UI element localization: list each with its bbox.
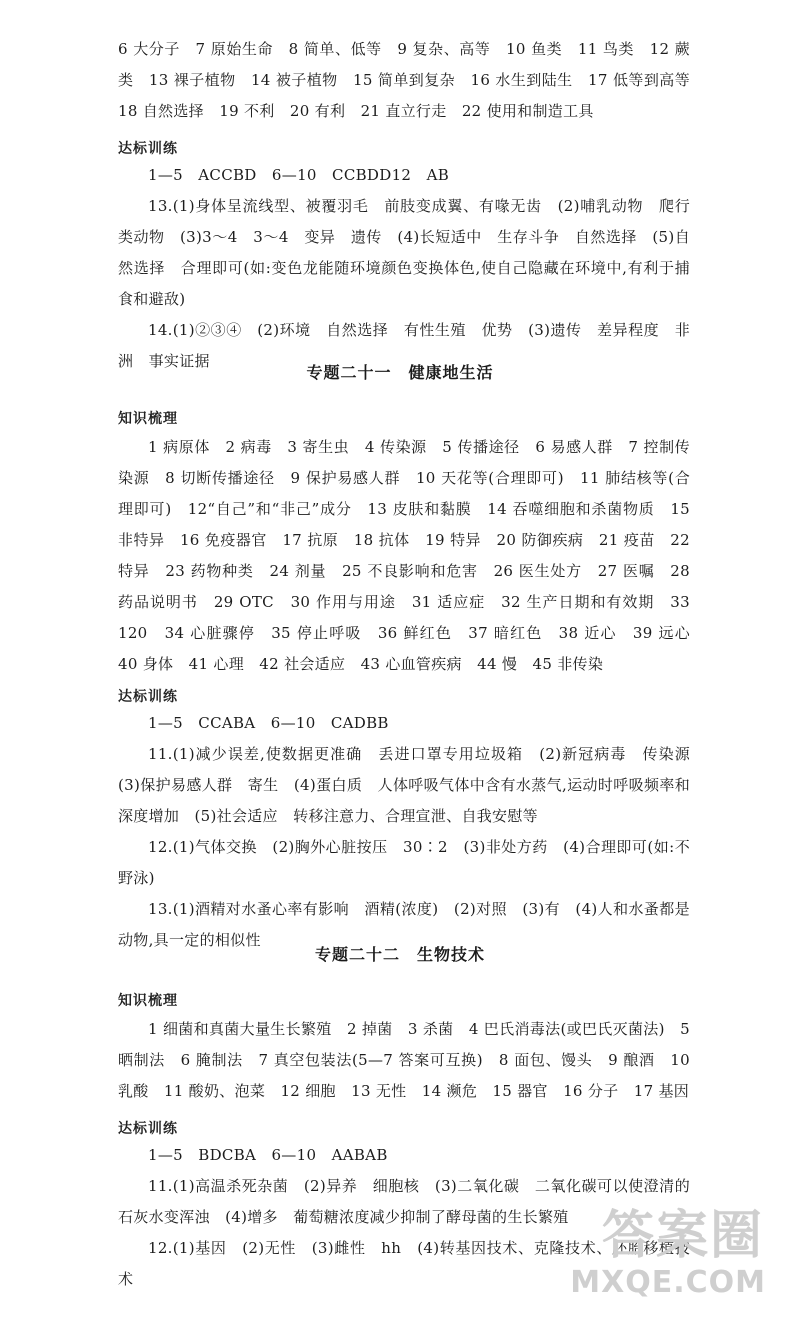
watermark-site-text: MXQE.COM	[570, 1265, 766, 1300]
answer-paragraph: 6 大分子 7 原始生命 8 简单、低等 9 复杂、高等 10 鱼类 11 鸟类 12 蕨类 13 裸子植物 14 被子植物 15 简单到复杂 16 水生到陆生 17 低等到高等 18 自然选择 19 不利 20 有利 21 直立行走 22 使用和制造工具	[118, 40, 706, 120]
answer-block-evolution	[118, 34, 706, 127]
answer-choice-line: 1—5 ACCBD 6—10 CCBDD12 AB	[148, 166, 450, 184]
answer-paragraph: 11.(1)减少误差,使数据更准确 丢进口罩专用垃圾箱 (2)新冠病毒 传染源 (3)保护易感人群 寄生 (4)蛋白质 人体呼吸气体中含有水蒸气,运动时呼吸频率和深度增加 (5)社会适应 转移注意力、合理宣泄、自我安慰等	[118, 745, 706, 825]
answer-choice-line: 1—5 CCABA 6—10 CADBB	[148, 714, 389, 732]
answer-block-practice-1	[118, 160, 690, 377]
section-label-knowledge: 知识梳理	[118, 993, 178, 1009]
section-label-practice: 达标训练	[118, 1121, 178, 1137]
answer-block-knowledge-21	[118, 432, 706, 680]
answer-paragraph: 12.(1)气体交换 (2)胸外心脏按压 30∶2 (3)非处方药 (4)合理即可(如:不野泳)	[118, 838, 690, 887]
answer-block-knowledge-22	[118, 1014, 690, 1107]
chapter-heading-22: 专题二十二 生物技术	[314, 945, 485, 964]
answer-paragraph: 11.(1)高温杀死杂菌 (2)异养 细胞核 (3)二氧化碳 二氧化碳可以使澄清的石灰水变浑浊 (4)增多 葡萄糖浓度减少抑制了酵母菌的生长繁殖	[118, 1177, 690, 1226]
answer-paragraph: 13.(1)酒精对水蚤心率有影响 酒精(浓度) (2)对照 (3)有 (4)人和水蚤都是动物,具一定的相似性	[118, 900, 690, 949]
watermark-logo-text: 答案圈	[601, 1206, 764, 1266]
answer-choice-line: 1—5 BDCBA 6—10 AABAB	[148, 1146, 388, 1164]
answer-block-practice-21	[118, 708, 706, 956]
answer-paragraph: 14.(1)②③④ (2)环境 自然选择 有性生殖 优势 (3)遗传 差异程度 非洲 事实证据	[118, 321, 690, 370]
answer-paragraph: 12.(1)基因 (2)无性 (3)雌性 hh (4)转基因技术、克隆技术、胚胎移植技术	[118, 1239, 690, 1288]
section-label-knowledge: 知识梳理	[118, 411, 178, 427]
answer-paragraph: 1 病原体 2 病毒 3 寄生虫 4 传染源 5 传播途径 6 易感人群 7 控制传染源 8 切断传播途径 9 保护易感人群 10 天花等(合理即可) 11 肺结核等(合理即可) 12“自己”和“非己”成分 13 皮肤和黏膜 14 吞噬细胞和杀菌物质 15 非特异 16 免疫器官 17 抗原 18 抗体 19 特异 20 防御疾病 21 疫苗 22 特异 23 药物种类 24 剂量 25 不良影响和危害 26 医生处方 27 医嘱 28 药品说明书 29 OTC 30 作用与用途 31 适应症 32 生产日期和有效期 33 120 34 心脏骤停 35 停止呼吸 36 鲜红色 37 暗红色 38 近心 39 远心 40 身体 41 心理 42 社会适应 43 心血管疾病 44 慢 45 非传染	[118, 438, 706, 673]
chapter-heading-21: 专题二十一 健康地生活	[306, 363, 494, 382]
section-label-practice: 达标训练	[118, 689, 178, 705]
answer-paragraph: 1 细菌和真菌大量生长繁殖 2 掉菌 3 杀菌 4 巴氏消毒法(或巴氏灭菌法) 5 晒制法 6 腌制法 7 真空包装法(5—7 答案可互换) 8 面包、馒头 9 酿酒 10 乳酸 11 酸奶、泡菜 12 细胞 13 无性 14 濒危 15 器官 16 分子 17 基因	[118, 1020, 690, 1100]
section-label-practice: 达标训练	[118, 141, 178, 157]
site-watermark	[570, 1206, 772, 1308]
answer-paragraph: 13.(1)身体呈流线型、被覆羽毛 前肢变成翼、有喙无齿 (2)哺乳动物 爬行类动物 (3)3～4 3～4 变异 遗传 (4)长短适中 生存斗争 自然选择 (5)自然选择 合理即可(如:变色龙能随环境颜色变换体色,使自己隐藏在环境中,有利于捕食和避敌)	[118, 197, 690, 308]
